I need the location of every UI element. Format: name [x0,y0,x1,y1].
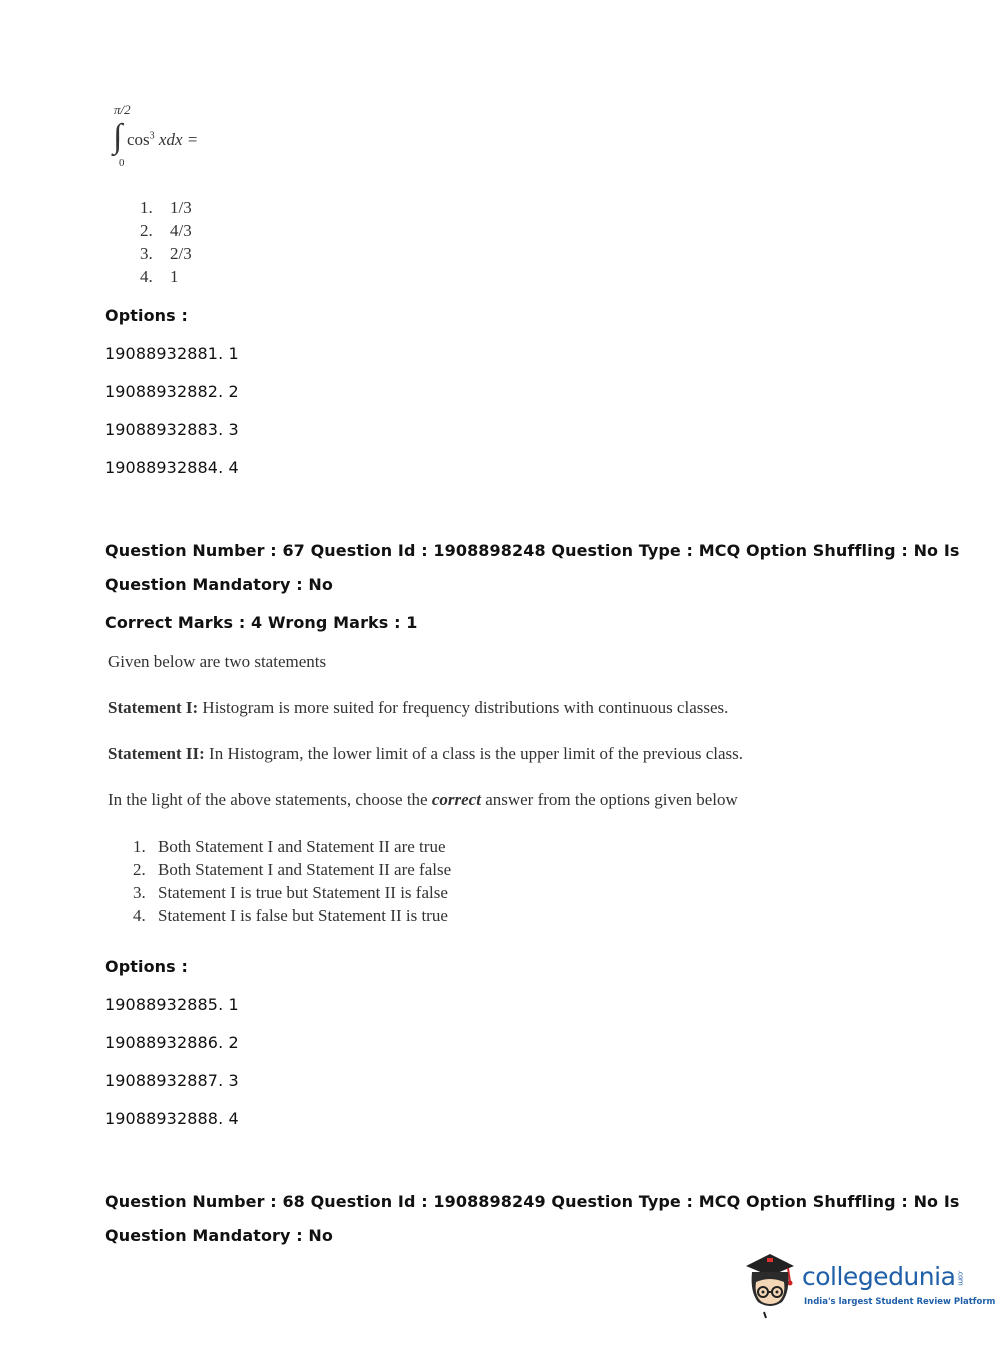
list-item: 4. 1 [140,267,179,286]
list-item: 3. Statement I is true but Statement II is false [133,883,448,902]
option-item: 19088932883. 3 [105,420,239,439]
logo-tagline: India's largest Student Review Platform [804,1297,996,1307]
logo-wordmark: collegedunia.com [802,1262,965,1291]
option-item: 19088932887. 3 [105,1071,239,1090]
options-heading: Options : [105,306,188,325]
statement-1: Statement I: Histogram is more suited for frequency distributions with continuous classes. [108,698,729,717]
option-item: 19088932885. 1 [105,995,239,1014]
question-67-mandatory: Question Mandatory : No [105,575,333,594]
question-67-marks: Correct Marks : 4 Wrong Marks : 1 [105,613,418,632]
mascot-icon [742,1248,802,1320]
integral-expression [110,102,310,170]
list-item: 3. 2/3 [140,244,192,263]
option-item: 19088932881. 1 [105,344,239,363]
question-67-intro: Given below are two statements [108,652,327,671]
option-item: 19088932886. 2 [105,1033,239,1052]
option-item: 19088932884. 4 [105,458,239,477]
list-item: 4. Statement I is false but Statement II is true [133,906,448,925]
question-67-choices [133,835,451,927]
option-item: 19088932882. 2 [105,382,239,401]
question-66-choices [140,196,192,288]
statement-2: Statement II: In Histogram, the lower limit of a class is the upper limit of the previous class. [108,744,744,763]
question-67-instruction: In the light of the above statements, choose the correct answer from the options given below [108,790,738,809]
list-item: 1. Both Statement I and Statement II are true [133,837,446,856]
question-68-header: Question Number : 68 Question Id : 1908898249 Question Type : MCQ Option Shuffling : No Is [105,1192,960,1211]
list-item: 1. 1/3 [140,198,192,217]
integral-sign-icon: ∫ [113,118,123,155]
collegedunia-logo [742,1248,996,1320]
integral-lower-limit: 0 [119,157,125,169]
list-item: 2. 4/3 [140,221,192,240]
question-67-header: Question Number : 67 Question Id : 1908898248 Question Type : MCQ Option Shuffling : No Is [105,541,960,560]
option-item: 19088932888. 4 [105,1109,239,1128]
options-heading: Options : [105,957,188,976]
integrand: $\cos^3$ xdx = [127,130,199,149]
list-item: 2. Both Statement I and Statement II are false [133,860,452,879]
integral-upper-limit: π/2 [114,102,131,117]
question-68-mandatory: Question Mandatory : No [105,1226,333,1245]
